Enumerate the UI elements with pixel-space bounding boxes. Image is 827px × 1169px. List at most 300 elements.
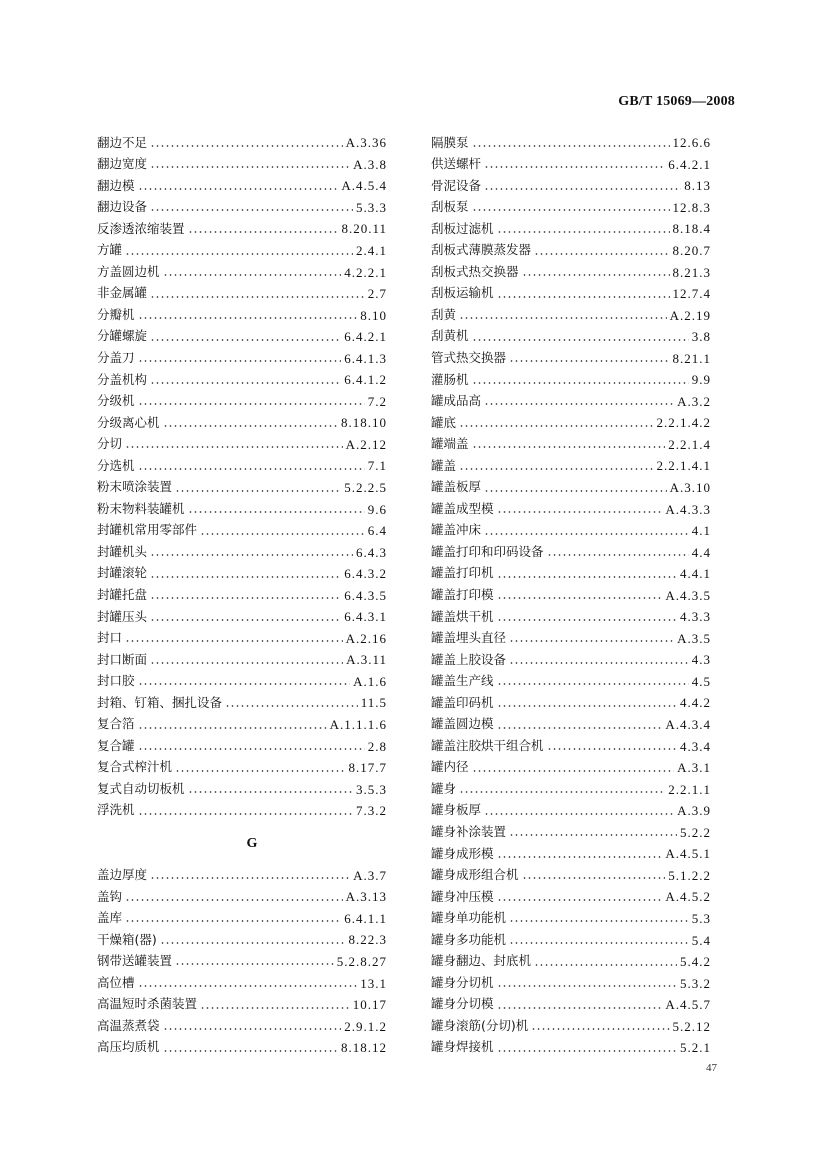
page-number: 47 [706,1062,717,1074]
index-entry [97,132,387,154]
index-entry [431,477,711,499]
index-entry [97,714,387,736]
index-entry [431,326,711,348]
index-reference: 13.1 [360,975,387,991]
leader-dots [150,619,341,621]
index-entry [97,692,387,714]
index-reference: 2.2.1.4.2 [656,415,711,431]
leader-dots [547,554,689,556]
index-reference: 8.18.10 [341,415,387,431]
leader-dots [484,166,665,168]
index-reference: 8.10 [360,307,387,323]
leader-dots [125,446,343,448]
index-reference: 3.5.3 [356,781,387,797]
index-term: 翻边宽度 [97,156,148,172]
index-term: 分级机 [97,393,135,409]
index-term: 分切 [97,436,123,452]
leader-dots [150,877,350,879]
index-reference: 3.8 [691,329,711,345]
leader-dots [509,662,689,664]
index-entry [97,908,387,930]
standard-code: GB/T 15069—2008 [618,94,735,109]
index-entry [431,455,711,477]
index-term: 罐身板厚 [431,802,482,818]
index-reference: A.3.2 [677,393,711,409]
leader-dots [138,985,358,987]
leader-dots [509,942,689,944]
index-term: 封罐机常用零部件 [97,522,198,538]
index-reference: 5.4 [691,932,711,948]
index-entry [97,606,387,628]
index-entry [431,972,711,994]
index-reference: 5.2.1 [680,1040,711,1056]
index-reference: A.4.3.4 [665,717,711,733]
index-reference: 6.4.3.2 [344,566,387,582]
index-entry [97,584,387,606]
leader-dots [163,1028,342,1030]
index-reference: A.3.9 [677,803,711,819]
leader-dots [472,446,666,448]
index-reference: 5.3.3 [356,199,387,215]
index-entry [431,951,711,973]
leader-dots [484,813,674,815]
index-entry [97,304,387,326]
leader-dots [138,188,339,190]
index-term: 高温短时杀菌装置 [97,996,198,1012]
leader-dots [175,963,334,965]
index-reference: A.3.5 [677,630,711,646]
leader-dots [163,425,338,427]
index-entry [431,994,711,1016]
index-reference: 6.4.3 [356,544,387,560]
index-term: 罐成品高 [431,393,482,409]
index-entry [97,541,387,563]
index-entry [97,154,387,176]
index-term: 罐盖烘干机 [431,608,494,624]
index-reference: 2.2.1.4.1 [656,458,711,474]
index-entry [431,886,711,908]
index-reference: 8.22.3 [348,932,387,948]
index-term: 分级离心机 [97,414,160,430]
index-entry [97,218,387,240]
leader-dots [150,339,341,341]
index-entry [97,671,387,693]
index-entry [431,778,711,800]
index-reference: A.3.7 [353,867,387,883]
leader-dots [497,511,663,513]
index-reference: 8.20.7 [672,243,711,258]
index-term: 分盖刀 [97,349,135,365]
index-term: 刮板泵 [431,199,469,215]
index-term: 方罐 [97,242,123,258]
leader-dots [188,511,365,513]
leader-dots [484,403,674,405]
index-term: 分盖机构 [97,371,148,387]
index-reference: A.1.1.1.6 [329,717,387,733]
index-term: 罐身成形模 [431,845,494,861]
index-term: 封口胶 [97,673,135,689]
index-term: 高压均质机 [97,1039,160,1055]
index-entry [431,304,711,326]
index-reference: A.4.5.7 [665,997,711,1013]
index-entry [97,886,387,908]
index-entry [431,218,711,240]
index-entry [431,261,711,283]
index-term: 罐盖冲床 [431,522,482,538]
leader-dots [472,382,689,384]
index-entry [431,628,711,650]
index-term: 封罐机头 [97,543,148,559]
index-reference: 5.4.2 [680,954,711,970]
index-reference: 12.6.6 [672,135,711,151]
index-term: 分瓣机 [97,306,135,322]
index-entry [431,520,711,542]
leader-dots [497,296,670,298]
index-term: 盖钩 [97,888,123,904]
index-reference: A.3.8 [353,156,387,172]
index-term: 罐盖成型模 [431,500,494,516]
index-term: 罐盖印码机 [431,694,494,710]
index-term: 封罐压头 [97,608,148,624]
index-entry [431,240,711,262]
index-term: 灌肠机 [431,371,469,387]
leader-dots [150,597,341,599]
index-entry [431,606,711,628]
leader-dots [534,253,669,255]
index-entry [431,929,711,951]
index-reference: 10.17 [352,997,387,1013]
leader-dots [534,964,677,966]
index-reference: 7.2 [367,393,387,409]
index-entry [97,369,387,391]
index-entry [97,800,387,822]
index-entry [97,972,387,994]
leader-dots [522,877,666,879]
leader-dots [497,985,677,987]
index-entry [431,541,711,563]
index-term: 盖边厚度 [97,867,148,883]
index-entry [431,865,711,887]
index-reference: 11.5 [360,695,387,711]
index-reference: 5.2.2 [680,824,711,840]
leader-dots [472,770,675,772]
leader-dots [497,576,677,578]
index-reference: 8.20.11 [341,221,387,237]
index-term: 隔膜泵 [431,134,469,150]
index-reference: 5.3 [691,910,711,926]
leader-dots [509,640,674,642]
index-reference: 9.6 [367,501,387,517]
index-term: 钢带送罐装置 [97,953,173,969]
index-reference: A.3.10 [669,480,711,496]
index-reference: A.4.5.2 [665,889,711,905]
index-entry [97,498,387,520]
index-term: 刮板过滤机 [431,220,494,236]
index-entry [431,175,711,197]
index-reference: 4.2.2.1 [344,264,387,280]
index-entry [431,822,711,844]
index-reference: 4.3.3 [680,609,711,625]
index-reference: 2.7 [367,286,387,302]
index-term: 方盖圆边机 [97,263,160,279]
index-term: 高温蒸煮袋 [97,1017,160,1033]
index-reference: 5.3.2 [680,975,711,991]
index-reference: 6.4.3.5 [344,587,387,603]
index-entry [431,735,711,757]
leader-dots [472,145,670,147]
index-column-left [97,132,387,1058]
index-term: 罐身多功能机 [431,931,507,947]
leader-dots [547,748,677,750]
index-entry [431,1037,711,1059]
index-term: 罐身单功能机 [431,910,507,926]
index-entry [97,563,387,585]
leader-dots [497,856,663,858]
index-entry [431,757,711,779]
index-term: 刮板式薄膜蒸发器 [431,242,532,258]
index-entry [97,520,387,542]
index-term: 翻边设备 [97,199,148,215]
index-term: 盖库 [97,910,123,926]
leader-dots [497,727,663,729]
index-column-right [431,132,711,1059]
index-entry [97,1037,387,1059]
index-reference: 2.2.1.1 [668,781,711,797]
index-entry [431,563,711,585]
leader-dots [150,576,341,578]
index-term: 反渗透浓缩装置 [97,220,185,236]
index-term: 复合罐 [97,737,135,753]
leader-dots [150,554,353,556]
index-entry [431,498,711,520]
index-entry [97,391,387,413]
index-reference: 12.7.4 [672,286,711,302]
index-entry [431,908,711,930]
index-term: 罐端盖 [431,436,469,452]
index-entry [431,391,711,413]
index-entry [97,283,387,305]
section-letter: G [246,835,258,851]
index-reference: 6.4 [367,523,387,539]
index-reference: 6.4.1.3 [344,350,387,366]
leader-dots [138,727,327,729]
index-term: 封罐滚轮 [97,565,148,581]
index-reference: 6.4.1.1 [344,910,387,926]
leader-dots [150,209,353,211]
index-entry [97,865,387,887]
index-reference: 8.21.3 [672,264,711,280]
index-reference: 5.2.2.5 [344,480,387,496]
index-term: 罐身分切机 [431,974,494,990]
index-entry [431,843,711,865]
index-reference: 9.9 [691,372,711,388]
leader-dots [163,274,342,276]
leader-dots [125,640,343,642]
index-reference: 6.4.2.1 [344,329,387,345]
index-term: 封口断面 [97,651,148,667]
index-term: 干燥箱(器) [97,931,157,947]
index-entry [97,951,387,973]
leader-dots [188,231,339,233]
index-entry [97,347,387,369]
index-reference: 7.1 [367,458,387,474]
index-reference: 5.1.2.2 [668,867,711,883]
index-entry [431,800,711,822]
index-term: 刮板式热交换器 [431,263,519,279]
index-term: 刮黄 [431,306,457,322]
index-reference: A.4.5.1 [665,846,711,862]
leader-dots [497,597,663,599]
leader-dots [138,317,358,319]
index-entry [97,628,387,650]
index-term: 分罐螺旋 [97,328,148,344]
index-term: 刮板运输机 [431,285,494,301]
index-term: 罐盖注胶烘干组合机 [431,737,544,753]
index-entry [431,714,711,736]
leader-dots [509,834,677,836]
index-reference: 4.4 [691,544,711,560]
leader-dots [175,490,341,492]
index-reference: 5.2.8.27 [336,953,387,969]
index-term: 罐身补涂装置 [431,824,507,840]
index-reference: A.3.36 [345,135,387,151]
index-term: 复合式榨汁机 [97,759,173,775]
index-entry [431,649,711,671]
index-term: 复式自动切板机 [97,780,185,796]
leader-dots [160,942,346,944]
index-reference: A.2.12 [345,436,387,452]
index-term: 封口 [97,630,123,646]
index-entry [97,240,387,262]
leader-dots [200,1007,350,1009]
index-entry [97,175,387,197]
index-term: 罐盖 [431,457,457,473]
index-term: 骨泥设备 [431,177,482,193]
index-entry [431,347,711,369]
leader-dots [225,705,358,707]
index-reference: 4.5 [691,673,711,689]
leader-dots [509,360,669,362]
index-entry [97,778,387,800]
index-entry [97,261,387,283]
index-reference: A.3.11 [346,652,387,668]
index-reference: 6.4.1.2 [344,372,387,388]
index-entry [97,455,387,477]
index-term: 罐内径 [431,759,469,775]
leader-dots [497,705,677,707]
index-entry [97,757,387,779]
index-term: 罐盖打印和印码设备 [431,543,544,559]
index-entry [431,584,711,606]
index-term: 非金属罐 [97,285,148,301]
index-term: 高位槽 [97,974,135,990]
leader-dots [138,813,353,815]
leader-dots [200,533,365,535]
leader-dots [497,619,677,621]
index-reference: 8.13 [684,178,711,194]
leader-dots [150,166,350,168]
index-term: 分选机 [97,457,135,473]
index-entry [97,477,387,499]
index-entry [97,326,387,348]
index-reference: A.4.3.5 [665,587,711,603]
index-term: 封箱、钉箱、捆扎设备 [97,694,223,710]
index-term: 管式热交换器 [431,349,507,365]
index-reference: 2.9.1.2 [344,1018,387,1034]
index-entry [97,434,387,456]
index-reference: 7.3.2 [356,803,387,819]
index-entry [431,1015,711,1037]
leader-dots [175,770,345,772]
index-reference: 4.3 [691,652,711,668]
leader-dots [150,662,343,664]
leader-dots [472,339,689,341]
leader-dots [125,920,341,922]
leader-dots [125,899,343,901]
index-reference: 2.8 [367,738,387,754]
index-reference: A.4.3.3 [665,501,711,517]
leader-dots [497,1050,677,1052]
index-reference: 6.4.3.1 [344,609,387,625]
leader-dots [459,425,653,427]
leader-dots [150,145,343,147]
index-reference: 4.1 [691,523,711,539]
index-term: 罐身翻边、封底机 [431,953,532,969]
index-term: 粉末物料装罐机 [97,500,185,516]
index-term: 浮洗机 [97,802,135,818]
leader-dots [522,274,670,276]
index-term: 罐身成形组合机 [431,867,519,883]
leader-dots [138,468,365,470]
index-reference: A.3.1 [677,760,711,776]
leader-dots [163,1050,338,1052]
index-entry [431,154,711,176]
leader-dots [138,683,351,685]
index-reference: A.1.6 [353,673,387,689]
index-entry [431,434,711,456]
index-reference: A.4.5.4 [341,178,387,194]
index-term: 罐盖圆边模 [431,716,494,732]
index-entry [97,197,387,219]
index-term: 翻边不足 [97,134,148,150]
index-term: 刮黄机 [431,328,469,344]
leader-dots [459,468,653,470]
index-entry [431,671,711,693]
index-entry [97,1015,387,1037]
index-entry [431,197,711,219]
index-term: 罐身分切模 [431,996,494,1012]
index-term: 翻边模 [97,177,135,193]
index-reference: 2.4.1 [356,243,387,258]
leader-dots [459,791,665,793]
index-entry [431,369,711,391]
index-entry [431,283,711,305]
index-reference: A.2.16 [345,630,387,646]
index-entry [431,412,711,434]
index-reference: 2.2.1.4 [668,436,711,452]
index-reference: 12.8.3 [672,199,711,215]
leader-dots [484,533,689,535]
leader-dots [150,382,341,384]
leader-dots [459,317,667,319]
index-term: 罐身焊接机 [431,1039,494,1055]
index-reference: 8.18.4 [672,221,711,237]
leader-dots [531,1028,669,1030]
index-term: 罐盖上胶设备 [431,651,507,667]
index-reference: 5.2.12 [672,1018,711,1034]
index-entry [431,692,711,714]
leader-dots [125,253,353,255]
